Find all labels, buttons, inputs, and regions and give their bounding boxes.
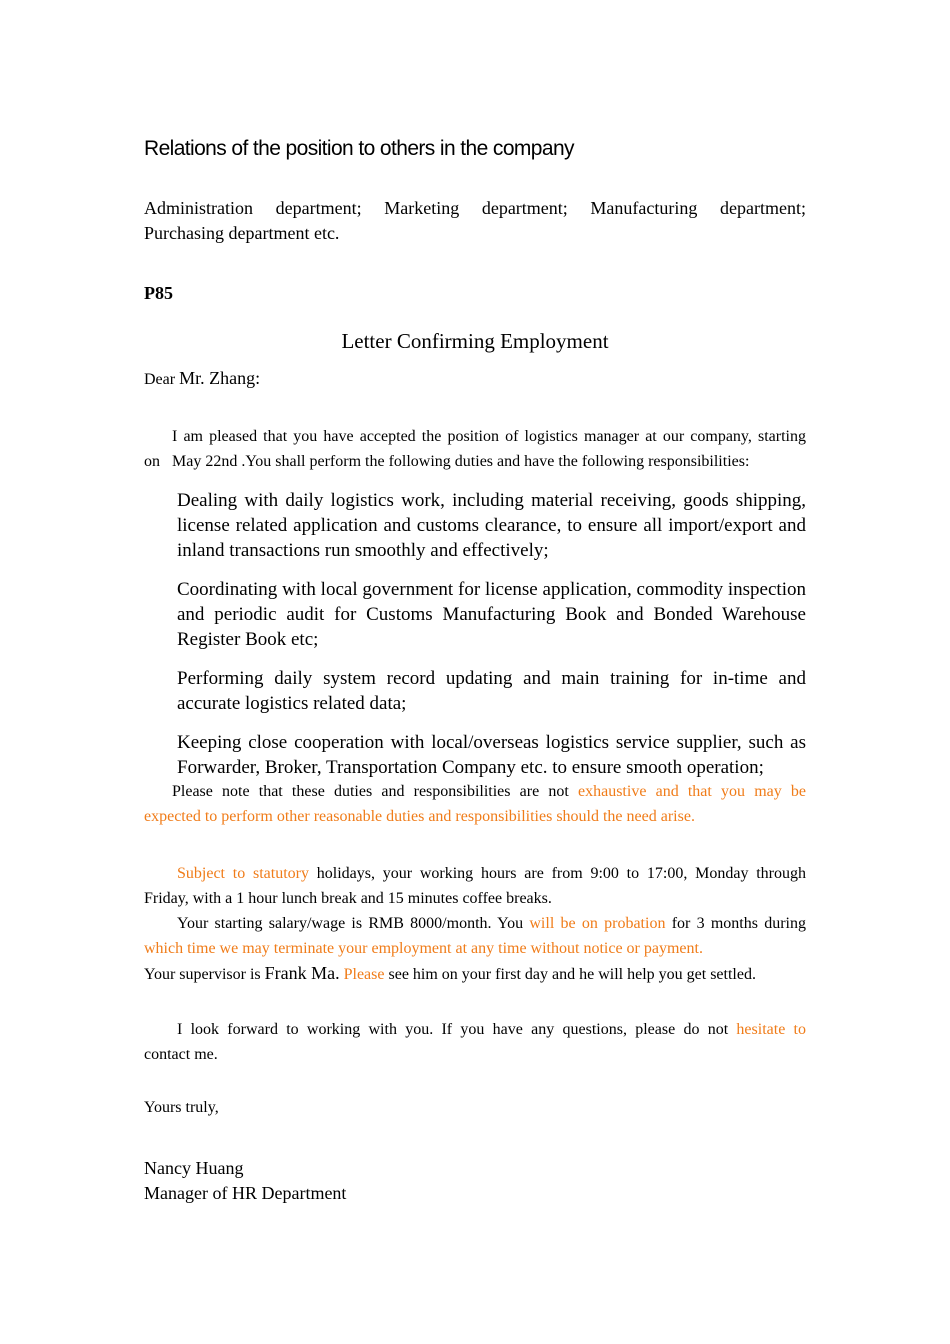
note-text: Please note that these duties and responsibilities are not xyxy=(172,783,578,800)
hours-line-2: Friday, with a 1 hour lunch break and 15 minutes coffee breaks. xyxy=(144,890,552,907)
note-line-1 xyxy=(144,779,806,804)
recipient-name: Mr. Zhang: xyxy=(179,368,261,388)
signer-name: Nancy Huang xyxy=(144,1158,244,1178)
note-paragraph xyxy=(144,779,806,829)
complimentary-close: Yours truly, xyxy=(144,1099,219,1116)
salary-text-2: for 3 months during xyxy=(665,915,807,932)
departments-line-2: Purchasing department etc. xyxy=(144,223,340,243)
intro-line-2: on May 22nd .You shall perform the following duties and have the following responsibilities: xyxy=(144,453,750,470)
intro-line-1: I am pleased that you have accepted the position of logistics manager at our company, starting xyxy=(172,428,806,445)
note-line-2: expected to perform other reasonable duties and responsibilities should the need arise. xyxy=(144,808,695,825)
closing-paragraph xyxy=(144,1017,806,1067)
closing-text: I look forward to working with you. If you have any questions, please do not xyxy=(177,1021,737,1038)
salutation-word: Dear xyxy=(144,371,176,388)
salary-highlight: will be on probation xyxy=(529,915,666,932)
closing-line-1 xyxy=(144,1017,806,1042)
supervisor-name: Frank Ma. xyxy=(264,963,340,983)
closing-line-2: contact me. xyxy=(144,1046,218,1063)
hours-highlight: Subject to statutory xyxy=(177,865,309,882)
duty-item: Dealing with daily logistics work, including material receiving, goods shipping, license related application and customs clearance, to ensure all import/export and inland transactions run smoothly and effectively; xyxy=(177,490,806,561)
duty-item: Coordinating with local government for license application, commodity inspection and periodic audit for Customs Manufacturing Book and Bonded Warehouse Register Book etc; xyxy=(177,579,806,650)
duty-item: Performing daily system record updating and main training for in-time and accurate logistics related data; xyxy=(177,668,806,714)
supervisor-line xyxy=(144,961,806,987)
duties-list xyxy=(177,488,806,780)
departments-paragraph xyxy=(144,196,806,246)
section-heading: Relations of the position to others in the company xyxy=(144,137,574,160)
intro-paragraph xyxy=(144,424,806,474)
hours-line-1 xyxy=(144,861,806,886)
salary-line-2: which time we may terminate your employment at any time without notice or payment. xyxy=(144,940,703,957)
hours-text: holidays, your working hours are from 9:00 to 17:00, Monday through xyxy=(308,865,806,882)
signature-block xyxy=(144,1156,346,1206)
supervisor-text: Your supervisor is xyxy=(144,966,265,983)
hours-paragraph xyxy=(144,861,806,987)
departments-line-1: Administration department; Marketing department; Manufacturing department; xyxy=(144,198,806,218)
page-reference: P85 xyxy=(144,283,173,303)
salary-line-1 xyxy=(144,911,806,936)
duty-item: Keeping close cooperation with local/overseas logistics service supplier, such as Forwarder, Broker, Transportation Company etc. to ensure smooth operation; xyxy=(177,732,806,778)
letter-title: Letter Confirming Employment xyxy=(341,329,609,353)
supervisor-text-2: see him on your first day and he will help you get settled. xyxy=(384,966,756,983)
supervisor-highlight: Please xyxy=(339,966,385,983)
closing-highlight: hesitate to xyxy=(736,1021,806,1038)
note-highlight: exhaustive and that you may be xyxy=(578,783,807,800)
salary-text: Your starting salary/wage is RMB 8000/month. You xyxy=(177,915,530,932)
signer-title: Manager of HR Department xyxy=(144,1183,347,1203)
salutation xyxy=(144,368,260,389)
